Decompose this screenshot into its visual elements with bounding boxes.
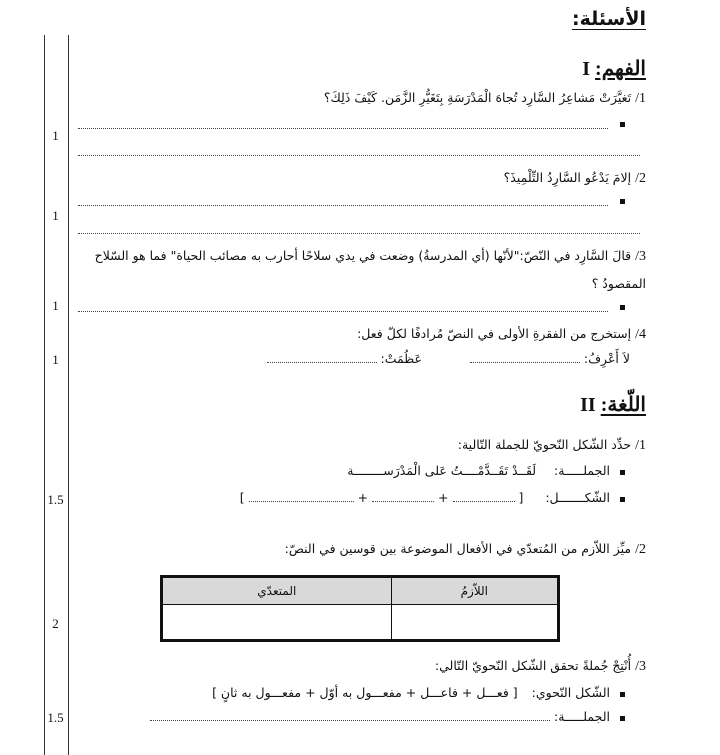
question-4-answers xyxy=(267,351,630,366)
score-q4: 1 xyxy=(52,352,59,367)
lang-q3-sentence-answer[interactable] xyxy=(150,719,550,721)
lang-q3-sentence-label: الجملـــــة: xyxy=(554,709,610,724)
lang-q3-sentence-row xyxy=(150,709,610,724)
lang-q1-sentence: لَقَــدْ تَقَــدَّمْــــتُ عَلى الْمَدْرَســــــــة xyxy=(347,463,537,478)
lang-q1-slot-2[interactable] xyxy=(372,500,434,502)
question-2-text: إلامَ يَدْعُو السَّارِدُ التِّلْمِيذَ؟ xyxy=(503,170,632,185)
bullet-icon xyxy=(620,122,625,127)
question-1 xyxy=(324,90,646,107)
lang-q3-form: [ فعـــل + فاعـــل + مفعـــول به أوّل + مفعـــول به ثانٍ ] xyxy=(212,685,518,700)
lang-q1-slot-3[interactable] xyxy=(249,500,354,502)
score-q3: 1 xyxy=(52,298,59,313)
section-language-numeral: II xyxy=(580,394,596,416)
question-3-text: قالَ السَّارِد في النّصّ:"لأنّها (أي المدرسةُ) وضعت في يدي سلاحًا أحارب به مصائب الحياة" فما هو السّلاح xyxy=(94,248,632,263)
bullet-icon xyxy=(620,716,625,721)
question-4-text: إستخرج من الفقرةِ الأولى في النصّ مُرادفًا لكلّ فعل: xyxy=(357,326,632,341)
lang-q1-plus-1: + xyxy=(438,490,449,505)
lang-q1-form-label: الشّكـــــــل: xyxy=(545,490,610,505)
lang-q1-sentence-label: الجملـــــة: xyxy=(554,463,610,478)
question-1-text: تَغيَّرَتْ مَشاعِرُ السَّارِد تُجاهَ الْمَدْرَسَةِ بِتَغَيُّرِ الزَّمَن. كَيْفَ ذَلِكَ؟ xyxy=(323,90,632,105)
question-3-line2: المقصودُ ؟ xyxy=(591,276,646,291)
section-understanding-label: الفهم: xyxy=(595,58,646,80)
bullet-icon xyxy=(620,497,625,502)
answer-line-q1-a[interactable] xyxy=(78,128,608,129)
table-header-transitive: المتعدّي xyxy=(162,577,392,605)
section-understanding xyxy=(582,56,646,81)
q4-word2-answer[interactable] xyxy=(267,361,377,363)
question-1-number: 1/ xyxy=(635,91,646,106)
table-header-row xyxy=(162,577,559,605)
lang-question-2-text: ميِّز اللاّزم من المُتعدّي في الأفعال الموضوعة بين قوسين في النصّ: xyxy=(284,541,632,556)
section-understanding-numeral: I xyxy=(582,58,591,80)
score-lang-q1: 1.5 xyxy=(47,492,64,507)
lang-q1-sentence-row xyxy=(347,463,610,478)
lang-q3-form-label: الشّكل النّحوي: xyxy=(531,685,610,700)
score-q1: 1 xyxy=(52,128,59,143)
page-title: الأسئلة: xyxy=(572,8,646,30)
lang-question-3-number: 3/ xyxy=(635,659,646,674)
table-cell-intransitive[interactable] xyxy=(391,605,558,641)
answer-line-q2-b[interactable] xyxy=(78,233,640,234)
lang-question-3 xyxy=(435,658,646,675)
transitive-intransitive-table xyxy=(160,575,560,642)
table-cell-transitive[interactable] xyxy=(162,605,392,641)
score-lang-q2: 2 xyxy=(52,616,59,631)
lang-question-1-text: حدِّد الشّكل النّحويّ للجملة التّالية: xyxy=(457,437,632,452)
question-2 xyxy=(504,170,646,187)
lang-question-2 xyxy=(285,541,646,558)
lang-question-1-number: 1/ xyxy=(635,438,646,453)
score-q2: 1 xyxy=(52,208,59,223)
q4-word1-label: لاَ أَعْرِفُ: xyxy=(583,351,630,366)
lang-q1-form-row xyxy=(240,490,610,505)
bullet-icon xyxy=(620,692,625,697)
lang-q1-plus-2: + xyxy=(357,490,369,505)
score-lang-q3: 1.5 xyxy=(47,710,64,725)
bullet-icon xyxy=(620,199,625,204)
table-header-intransitive: اللاّزمُ xyxy=(391,577,558,605)
answer-line-q1-b[interactable] xyxy=(78,155,640,156)
q4-word2-label: عَظُمَتْ: xyxy=(380,351,422,366)
section-language xyxy=(580,392,646,417)
table-row xyxy=(162,605,559,641)
lang-question-2-number: 2/ xyxy=(635,542,646,557)
lang-q1-bracket-open: [ xyxy=(518,490,524,505)
lang-question-3-text: أُنْتِجْ جُملةً تحقق الشّكل النّحويّ التّالي: xyxy=(434,658,632,673)
answer-line-q3[interactable] xyxy=(78,311,608,312)
bullet-icon xyxy=(620,470,625,475)
q4-word1-answer[interactable] xyxy=(470,361,580,363)
question-3-number: 3/ xyxy=(635,249,646,264)
question-4 xyxy=(357,326,646,343)
lang-q3-form-row xyxy=(212,685,610,700)
lang-q1-slot-1[interactable] xyxy=(453,500,515,502)
question-4-number: 4/ xyxy=(635,327,646,342)
lang-q1-bracket-close: ] xyxy=(239,490,245,505)
question-2-number: 2/ xyxy=(635,171,646,186)
question-3 xyxy=(95,248,646,265)
lang-question-1 xyxy=(458,437,646,454)
section-language-label: اللّغة: xyxy=(600,394,646,416)
bullet-icon xyxy=(620,305,625,310)
answer-line-q2-a[interactable] xyxy=(78,205,608,206)
